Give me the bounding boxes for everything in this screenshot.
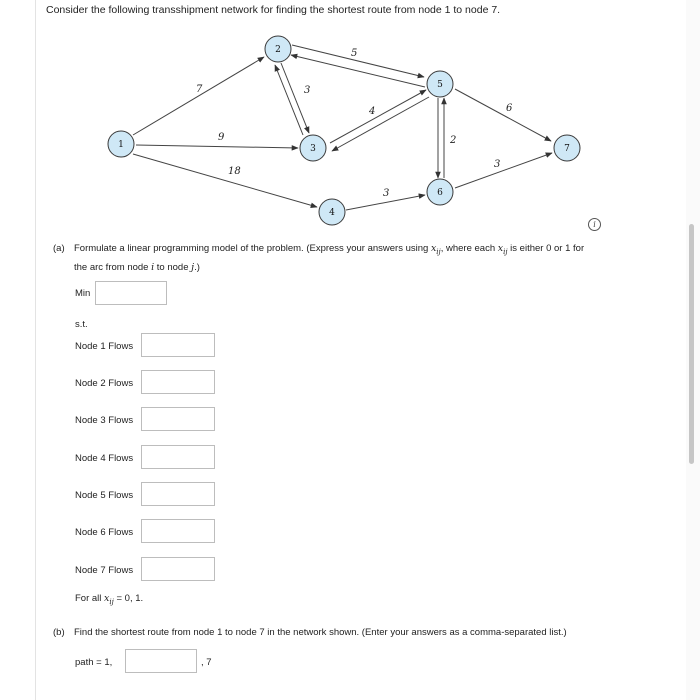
var-x: x [430,243,437,254]
part-b-label: (b) [53,627,65,638]
node-1-label: 1 [118,140,124,150]
weight-1-3: 9 [218,132,225,143]
node-6-flows-label: Node 6 Flows [75,527,134,538]
st-label: s.t. [75,319,88,330]
weight-5-7: 6 [506,103,513,114]
arc-2-5 [292,45,424,77]
node-5-flows-label: Node 5 Flows [75,490,134,501]
line2-a: the arc from node [74,261,152,273]
path-input[interactable] [125,649,197,673]
arc-5-7 [455,89,551,141]
part-a-text-middle: , where each [440,243,498,254]
node-1-flows-label: Node 1 Flows [75,341,134,352]
arc-3-5 [330,90,426,143]
part-b-text: Find the shortest route from node 1 to node 7 in the network shown. (Enter your answers as a comma-separated list.) [74,627,567,638]
part-a-label: (a) [53,243,65,254]
node-2-label: 2 [275,45,281,55]
arc-1-2 [133,57,264,135]
node-4-flows-input[interactable] [141,445,215,469]
scrollbar-thumb[interactable] [689,224,694,464]
node-2-flows-input[interactable] [141,370,215,394]
node-4-flows-label: Node 4 Flows [75,453,134,464]
node-2-flows-label: Node 2 Flows [75,378,134,389]
var-j: j [191,261,195,273]
var-i: i [151,261,155,273]
problem-intro: Consider the following transshipment network for finding the shortest route from node 1 to node 7. [46,4,501,16]
weight-4-6: 3 [383,188,390,199]
node-2 [265,36,291,62]
node-6-flows-input[interactable] [141,519,215,543]
node-1-flows-input[interactable] [141,333,215,357]
var-sub: ij [436,247,441,256]
path-label: path = 1, [75,657,113,668]
node-6 [427,179,453,205]
node-6-label: 6 [437,188,443,198]
for-all-sub: ij [109,597,114,606]
node-4-label: 4 [329,208,335,218]
node-7 [554,135,580,161]
arc-5-2 [291,55,425,87]
network-diagram [0,0,700,235]
node-3 [300,135,326,161]
part-b-question [53,627,567,638]
for-all-suffix: = 0, 1. [113,593,144,604]
node-1 [108,131,134,157]
arc-1-3 [136,145,298,148]
for-all-var: x [104,593,110,604]
node-3-flows-input[interactable] [141,407,215,431]
weight-1-4: 18 [228,166,241,177]
weight-2-3: 3 [304,85,311,96]
info-icon[interactable]: i [588,218,601,231]
arc-1-4 [133,154,317,207]
arc-5-3 [332,97,429,151]
for-all-statement [75,593,143,606]
arc-3-2 [275,65,303,135]
var-sub-2: ij [503,247,508,256]
arc-6-7 [455,153,552,188]
objective-input[interactable] [95,281,167,305]
part-a-text-after: is either 0 or 1 for [507,243,585,254]
node-3-flows-label: Node 3 Flows [75,415,134,426]
part-a-question [53,241,673,276]
weight-3-5: 4 [369,106,376,117]
part-a-text: Formulate a linear programming model of the problem. (Express your answers using [74,243,431,254]
for-all-prefix: For all [75,593,105,604]
min-label: Min [75,288,91,299]
node-7-label: 7 [564,144,570,154]
node-5-flows-input[interactable] [141,482,215,506]
node-5 [427,71,453,97]
node-3-label: 3 [310,144,316,154]
path-end: , 7 [201,657,212,668]
line2-c: .) [194,261,200,273]
var-x-2: x [497,243,504,254]
weight-2-5: 5 [351,48,358,59]
weight-6-7: 3 [494,159,501,170]
node-4 [319,199,345,225]
weight-1-2: 7 [196,84,203,95]
node-7-flows-label: Node 7 Flows [75,565,134,576]
weight-5-6: 2 [450,135,457,146]
node-7-flows-input[interactable] [141,557,215,581]
arc-2-3 [281,63,309,133]
node-5-label: 5 [437,80,443,90]
line2-b: to node [154,261,192,273]
part-a-line2 [53,260,673,276]
